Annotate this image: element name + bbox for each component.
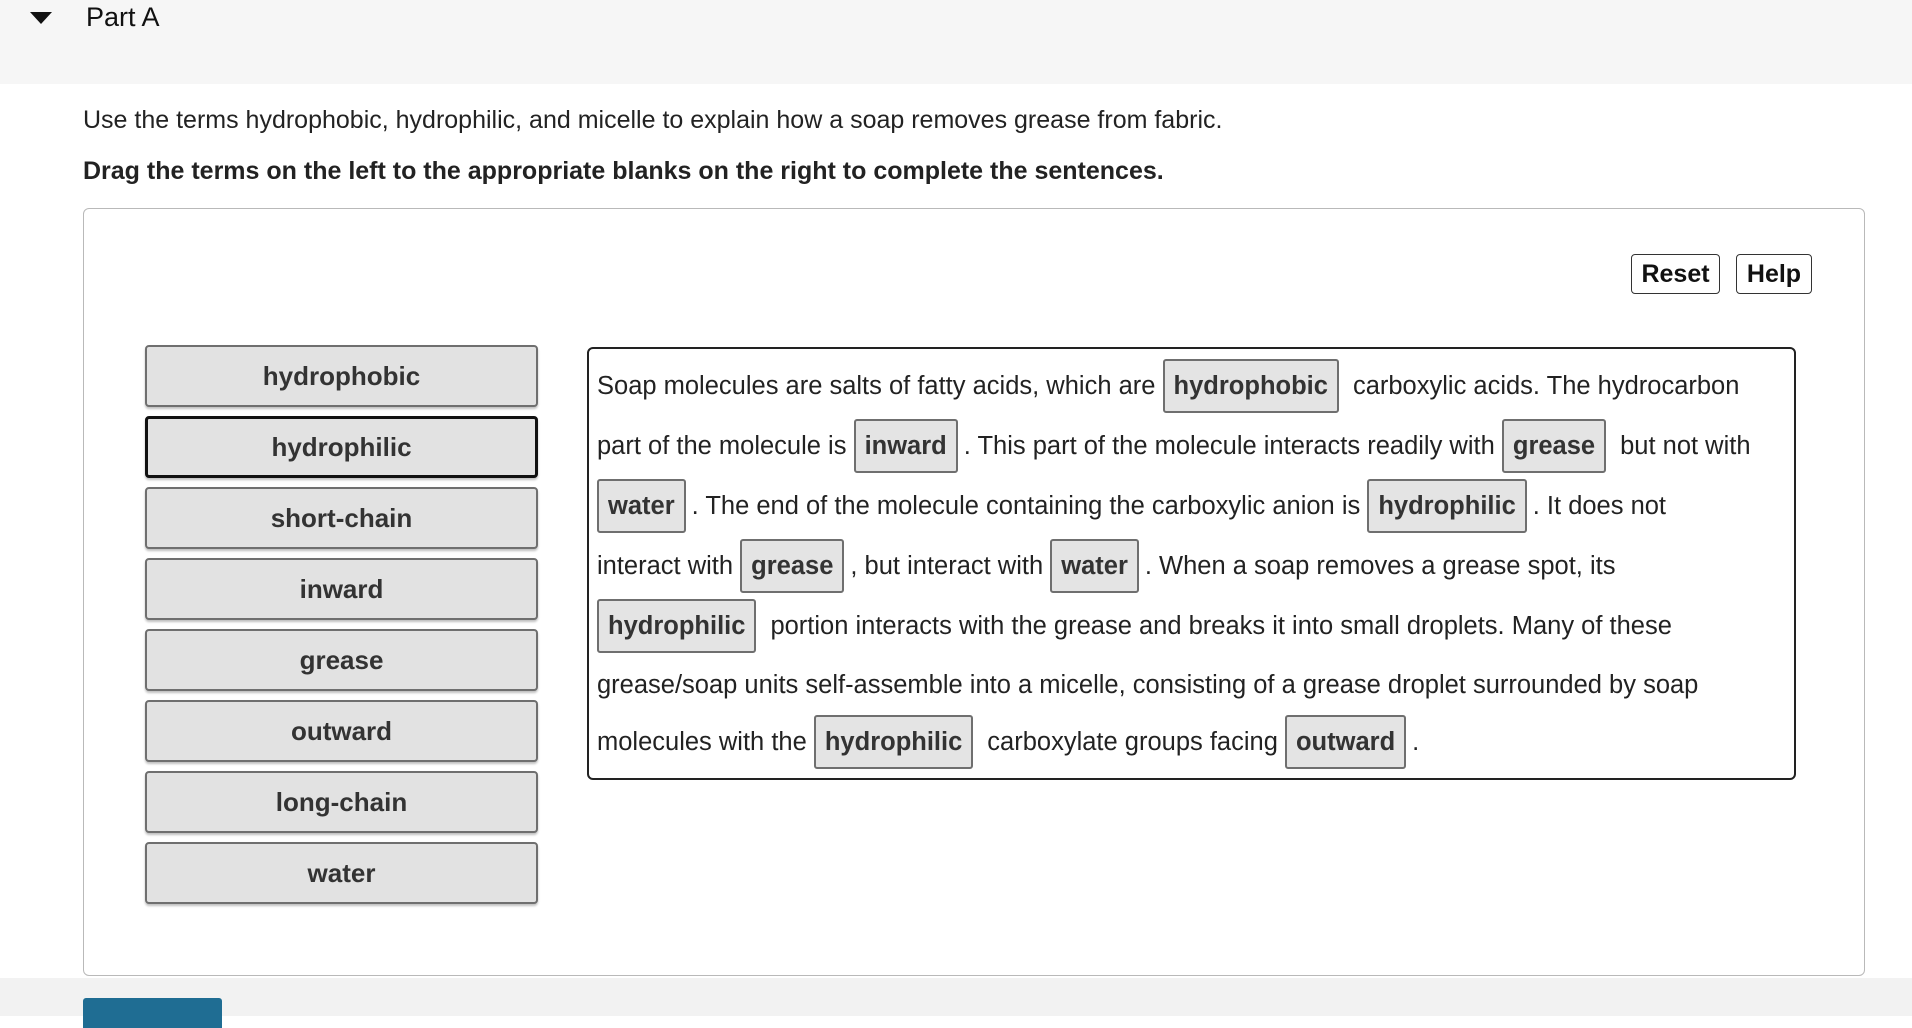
sentence-text: portion interacts with the grease and breaks it into small droplets. Many of these bbox=[770, 612, 1672, 640]
sentence-line bbox=[597, 476, 1786, 536]
submit-button[interactable] bbox=[83, 998, 222, 1028]
term-list bbox=[145, 345, 538, 913]
term-water[interactable]: water bbox=[145, 842, 538, 904]
sentence-text: carboxylic acids. The hydrocarbon bbox=[1352, 372, 1740, 400]
filled-blank[interactable]: grease bbox=[1502, 419, 1606, 473]
drag-drop-work-area bbox=[83, 208, 1865, 976]
footer-bar bbox=[0, 978, 1912, 1016]
help-button[interactable]: Help bbox=[1736, 254, 1812, 294]
sentence-text: carboxylate groups facing bbox=[987, 727, 1278, 756]
sentence-text: grease/soap units self-assemble into a micelle, consisting of a grease droplet surrounded by soap bbox=[597, 670, 1699, 699]
filled-blank[interactable]: grease bbox=[740, 539, 844, 593]
part-title: Part A bbox=[86, 2, 160, 32]
part-header bbox=[0, 0, 1912, 84]
sentence-text: interact with bbox=[597, 552, 734, 580]
sentence-text: Soap molecules are salts of fatty acids, which are bbox=[597, 372, 1156, 400]
term-short-chain[interactable]: short-chain bbox=[145, 487, 538, 549]
sentence-text: . It does not bbox=[1532, 492, 1667, 520]
term-long-chain[interactable]: long-chain bbox=[145, 771, 538, 833]
sentence-text: but not with bbox=[1620, 432, 1751, 460]
term-hydrophilic[interactable]: hydrophilic bbox=[145, 416, 538, 478]
filled-blank[interactable]: water bbox=[1050, 539, 1139, 593]
sentence-line bbox=[597, 596, 1786, 656]
sentence-line bbox=[597, 536, 1786, 596]
sentence-line bbox=[597, 713, 1786, 770]
filled-blank[interactable]: hydrophilic bbox=[814, 715, 973, 769]
term-inward[interactable]: inward bbox=[145, 558, 538, 620]
sentence-drop-area bbox=[587, 347, 1796, 780]
filled-blank[interactable]: hydrophobic bbox=[1163, 359, 1339, 413]
sentence-text: . This part of the molecule interacts readily with bbox=[963, 432, 1495, 460]
sentence-text: . The end of the molecule containing the carboxylic anion is bbox=[691, 492, 1361, 520]
question-text: Use the terms hydrophobic, hydrophilic, and micelle to explain how a soap removes grease from fabric. bbox=[83, 106, 1223, 134]
sentence-text: part of the molecule is bbox=[597, 432, 847, 460]
filled-blank[interactable]: inward bbox=[854, 419, 958, 473]
term-hydrophobic[interactable]: hydrophobic bbox=[145, 345, 538, 407]
filled-blank[interactable]: outward bbox=[1285, 715, 1406, 769]
sentence-text: . bbox=[1412, 727, 1420, 756]
sentence-line bbox=[597, 356, 1786, 416]
sentence-text: . When a soap removes a grease spot, its bbox=[1144, 552, 1616, 580]
collapse-caret-icon[interactable] bbox=[30, 12, 52, 24]
sentence-text: molecules with the bbox=[597, 727, 807, 756]
filled-blank[interactable]: water bbox=[597, 479, 686, 533]
instruction-text: Drag the terms on the left to the appropriate blanks on the right to complete the sentences. bbox=[83, 157, 1164, 185]
reset-button[interactable]: Reset bbox=[1631, 254, 1720, 294]
term-outward[interactable]: outward bbox=[145, 700, 538, 762]
sentence-line bbox=[597, 416, 1786, 476]
sentence-line bbox=[597, 656, 1786, 713]
term-grease[interactable]: grease bbox=[145, 629, 538, 691]
filled-blank[interactable]: hydrophilic bbox=[1367, 479, 1526, 533]
sentence-text: , but interact with bbox=[850, 552, 1044, 580]
filled-blank[interactable]: hydrophilic bbox=[597, 599, 756, 653]
